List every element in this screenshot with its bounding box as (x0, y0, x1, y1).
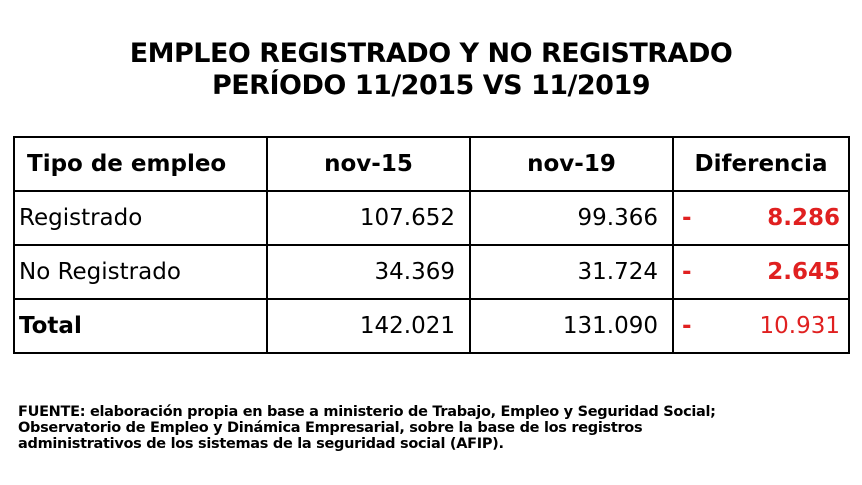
table-row (14, 245, 849, 299)
cell-nov15: 142.021 (267, 299, 470, 353)
source-note (18, 404, 848, 452)
minus-sign: - (682, 205, 692, 231)
row-label-registrado: Registrado (14, 191, 267, 245)
employment-table (13, 136, 850, 354)
table-row (14, 191, 849, 245)
cell-diferencia (673, 191, 849, 245)
header-nov-19: nov-19 (470, 137, 673, 191)
minus-sign: - (682, 313, 692, 339)
cell-nov19: 131.090 (470, 299, 673, 353)
row-label-no-registrado: No Registrado (14, 245, 267, 299)
header-tipo-de-empleo: Tipo de empleo (14, 137, 267, 191)
diff-value: 2.645 (767, 259, 840, 285)
cell-nov19: 31.724 (470, 245, 673, 299)
cell-nov15: 34.369 (267, 245, 470, 299)
cell-diferencia (673, 299, 849, 353)
source-line-1: FUENTE: elaboración propia en base a ministerio de Trabajo, Empleo y Seguridad Social; (18, 404, 716, 420)
cell-nov15: 107.652 (267, 191, 470, 245)
cell-nov19: 99.366 (470, 191, 673, 245)
source-line-3: administrativos de los sistemas de la seguridad social (AFIP). (18, 436, 504, 452)
title-line-1: EMPLEO REGISTRADO Y NO REGISTRADO (129, 38, 733, 69)
header-nov-15: nov-15 (267, 137, 470, 191)
diff-value: 10.931 (759, 313, 840, 339)
table-row-total (14, 299, 849, 353)
header-diferencia: Diferencia (673, 137, 849, 191)
page-title (0, 38, 862, 102)
table-header-row (14, 137, 849, 191)
title-line-2: PERÍODO 11/2015 VS 11/2019 (211, 70, 651, 101)
row-label-total: Total (14, 299, 267, 353)
source-line-2: Observatorio de Empleo y Dinámica Empresarial, sobre la base de los registros (18, 420, 643, 436)
cell-diferencia (673, 245, 849, 299)
minus-sign: - (682, 259, 692, 285)
diff-value: 8.286 (767, 205, 840, 231)
